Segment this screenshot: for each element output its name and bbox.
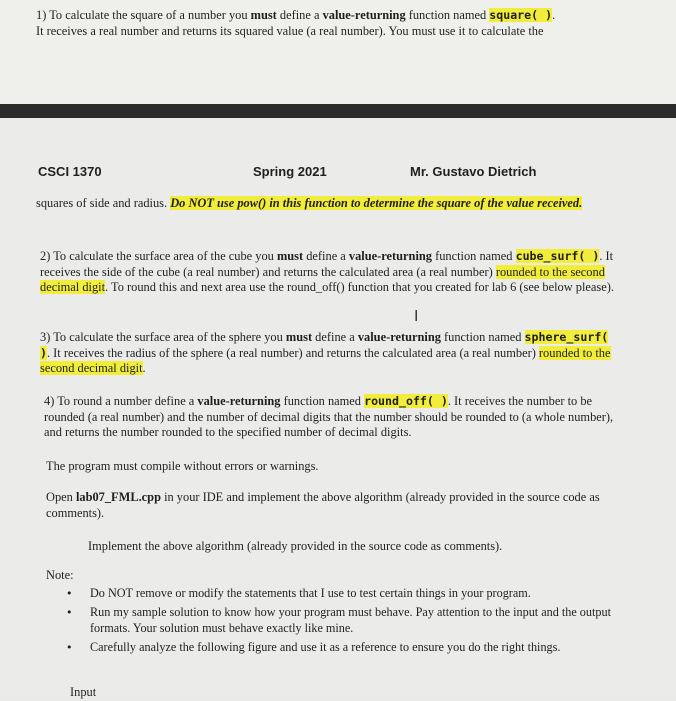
bullet-icon: • xyxy=(66,640,73,654)
intro-paragraph: 1) To calculate the square of a number you must define a value-returning function named square( ). It receives a real number and returns its squared value (a real number). You must use it to calculate the xyxy=(36,8,556,38)
instructor: Mr. Gustavo Dietrich xyxy=(410,164,537,179)
square-function-name: square( ) xyxy=(489,8,553,22)
text-cursor-icon: I xyxy=(414,307,419,325)
bullet-icon: • xyxy=(66,587,73,600)
notes-list xyxy=(64,586,624,659)
item-3-paragraph: 3) To calculate the surface area of the sphere you must define a value-returning function named sphere_surf( ). It receives the radius of the sphere (a real number) and returns the calculated area (a real number) rounded to the second decimal digit. xyxy=(40,330,611,375)
term: Spring 2021 xyxy=(253,164,327,179)
list-item: • Carefully analyze the following figure and use it as a reference to ensure you do the right things. xyxy=(66,639,561,654)
sphere-surf-function-name: sphere_surf( ) xyxy=(40,330,609,360)
compile-requirement: The program must compile without errors or warnings. xyxy=(46,459,319,473)
bullet-icon: • xyxy=(66,606,73,620)
no-pow-warning: Do NOT use pow() in this function to determine the square of the value received. xyxy=(170,196,583,210)
input-label: Input xyxy=(70,685,97,699)
list-item: • Run my sample solution to know how your program must behave. Pay attention to the input and the output formats. Your solution must behave exactly like mine. xyxy=(66,605,611,635)
open-file-paragraph: Open lab07_FML.cpp in your IDE and implement the above algorithm (already provided in the source code as comments). xyxy=(46,490,600,520)
note-label: Note: xyxy=(46,568,74,582)
round-off-function-name: round_off( ) xyxy=(364,394,448,408)
item-4-paragraph: 4) To round a number define a value-returning function named round_off( ). It receives the number to be rounded (a real number) and the number of decimal digits that the number should be rounded to (a whole number), and returns the number rounded to the specified number of decimal digits. xyxy=(44,394,614,439)
cube-surf-function-name: cube_surf( ) xyxy=(515,249,600,263)
file-name: lab07_FML.cpp xyxy=(75,490,161,504)
page-separator xyxy=(0,104,676,118)
continuation-paragraph: squares of side and radius. Do NOT use pow() in this function to determine the square of the value received. xyxy=(36,196,583,210)
list-item: • Do NOT remove or modify the statements that I use to test certain things in your program. xyxy=(66,586,531,600)
implement-instruction: Implement the above algorithm (already provided in the source code as comments). xyxy=(88,539,503,553)
intro-line-2: It receives a real number and returns its squared value (a real number). You must use it to calculate the xyxy=(36,23,544,38)
course-code: CSCI 1370 xyxy=(38,164,102,179)
item-2-paragraph: 2) To calculate the surface area of the cube you must define a value-returning function named cube_surf( ). It receives the side of the cube (a real number) and returns the calculated area (a real number) rounded to the second decimal digit. To round this and next area use the round_off() function that you created for lab 6 (see below please). xyxy=(40,249,614,294)
